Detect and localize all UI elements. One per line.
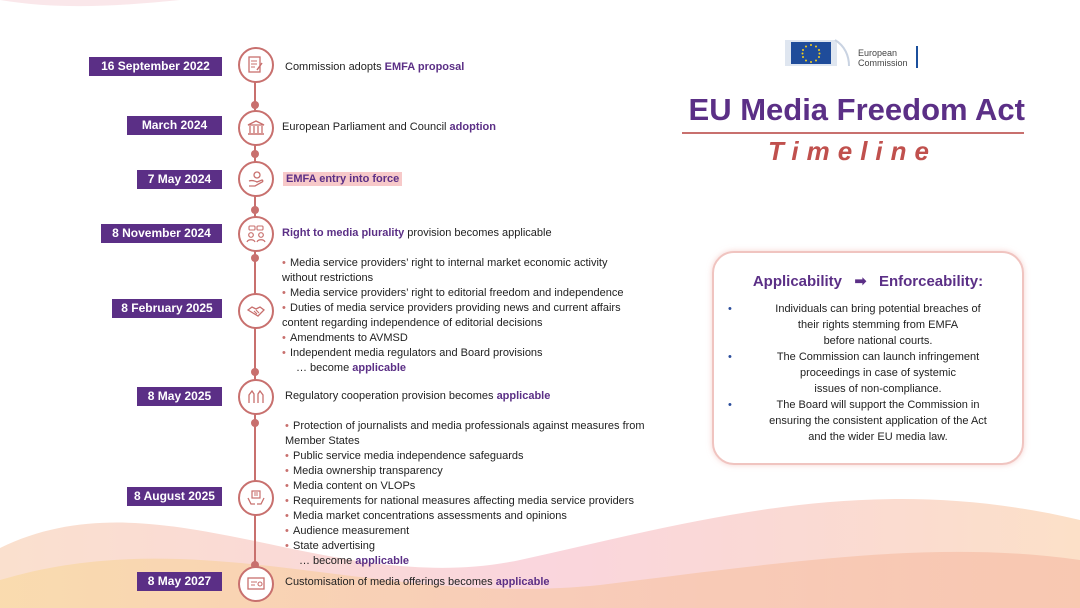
- protection-hands-icon: [246, 488, 266, 508]
- hand-coin-icon: [246, 169, 266, 189]
- milestone-text: European Parliament and Council adoption: [282, 121, 496, 133]
- milestone-node: [238, 110, 274, 146]
- date-label: March 2024: [127, 116, 222, 135]
- milestone-node: [238, 216, 274, 252]
- applicability-box: [712, 251, 1024, 465]
- provision-item: • Media market concentrations assessments and opinions: [285, 509, 705, 524]
- provision-item: • Public service media independence safeguards: [285, 449, 705, 464]
- enforceability-item: • The Commission can launch infringement proceedings in case of systemic issues of non-compliance.: [726, 349, 1016, 397]
- provision-item: • Media service providers’ right to internal market economic activity: [282, 256, 702, 271]
- enforceability-item: • The Board will support the Commission in ensuring the consistent application of the Act and the wider EU media law.: [726, 397, 1016, 445]
- milestone-text: Customisation of media offerings becomes applicable: [285, 576, 550, 588]
- provision-item: • Independent media regulators and Board provisions: [282, 346, 702, 361]
- date-label: 7 May 2024: [137, 170, 222, 189]
- milestone-node: [238, 47, 274, 83]
- provision-item-continued: content regarding independence of editorial decisions: [282, 317, 543, 329]
- enforceability-item: • Individuals can bring potential breaches of their rights stemming from EMFA before national courts.: [726, 301, 1016, 349]
- timeline-dot: [251, 206, 259, 214]
- provision-tail: … become applicable: [296, 362, 407, 374]
- provision-item: • State advertising: [285, 539, 705, 554]
- date-label: 8 August 2025: [127, 487, 222, 506]
- parliament-building-icon: [246, 118, 266, 138]
- provision-item: • Requirements for national measures affecting media service providers: [285, 494, 705, 509]
- timeline-dot: [251, 150, 259, 158]
- provision-item: • Protection of journalists and media professionals against measures from: [285, 419, 705, 434]
- timeline-dot: [251, 419, 259, 427]
- milestone-text: Regulatory cooperation provision becomes applicable: [285, 390, 551, 402]
- right-arrow-icon: ➡: [854, 273, 867, 290]
- people-discussion-icon: [246, 224, 266, 244]
- logo-text: European Commission: [858, 48, 908, 68]
- timeline-dot: [251, 254, 259, 262]
- enforceability-list: [726, 301, 1016, 445]
- hands-cooperation-icon: [246, 387, 266, 407]
- provision-item: • Media ownership transparency: [285, 464, 705, 479]
- milestone-node: [238, 293, 274, 329]
- provision-item: • Amendments to AVMSD: [282, 331, 702, 346]
- milestone-node: [238, 161, 274, 197]
- provision-item: • Media service providers’ right to editorial freedom and independence: [282, 286, 702, 301]
- milestone-text: EMFA entry into force: [283, 173, 402, 185]
- page-subtitle: Timeline: [767, 136, 937, 166]
- customise-screen-icon: [246, 574, 266, 594]
- provision-item: • Duties of media service providers providing news and current affairs: [282, 301, 702, 316]
- timeline-dot: [251, 101, 259, 109]
- date-label: 16 September 2022: [89, 57, 222, 76]
- logo-divider: [916, 46, 918, 68]
- handshake-icon: [246, 301, 266, 321]
- milestone-node: [238, 379, 274, 415]
- provision-item-continued: Member States: [285, 435, 360, 447]
- date-label: 8 November 2024: [101, 224, 222, 243]
- provision-list: [282, 256, 702, 376]
- provision-tail: … become applicable: [299, 555, 410, 567]
- title-underline: [682, 132, 1024, 134]
- milestone-text: Right to media plurality provision becomes applicable: [282, 227, 552, 239]
- provision-item: • Audience measurement: [285, 524, 705, 539]
- date-label: 8 May 2025: [137, 387, 222, 406]
- document-pen-icon: [246, 55, 266, 75]
- page-title: EU Media Freedom Act: [688, 92, 1025, 127]
- provision-item-continued: without restrictions: [282, 272, 374, 284]
- milestone-node: [238, 566, 274, 602]
- milestone-node: [238, 480, 274, 516]
- provision-item: • Media content on VLOPs: [285, 479, 705, 494]
- milestone-text: Commission adopts EMFA proposal: [285, 61, 465, 73]
- timeline-dot: [251, 368, 259, 376]
- provision-list: [285, 419, 705, 569]
- date-label: 8 May 2027: [137, 572, 222, 591]
- box-heading: Applicability ➡ Enforceability:: [752, 273, 984, 290]
- date-label: 8 February 2025: [112, 299, 222, 318]
